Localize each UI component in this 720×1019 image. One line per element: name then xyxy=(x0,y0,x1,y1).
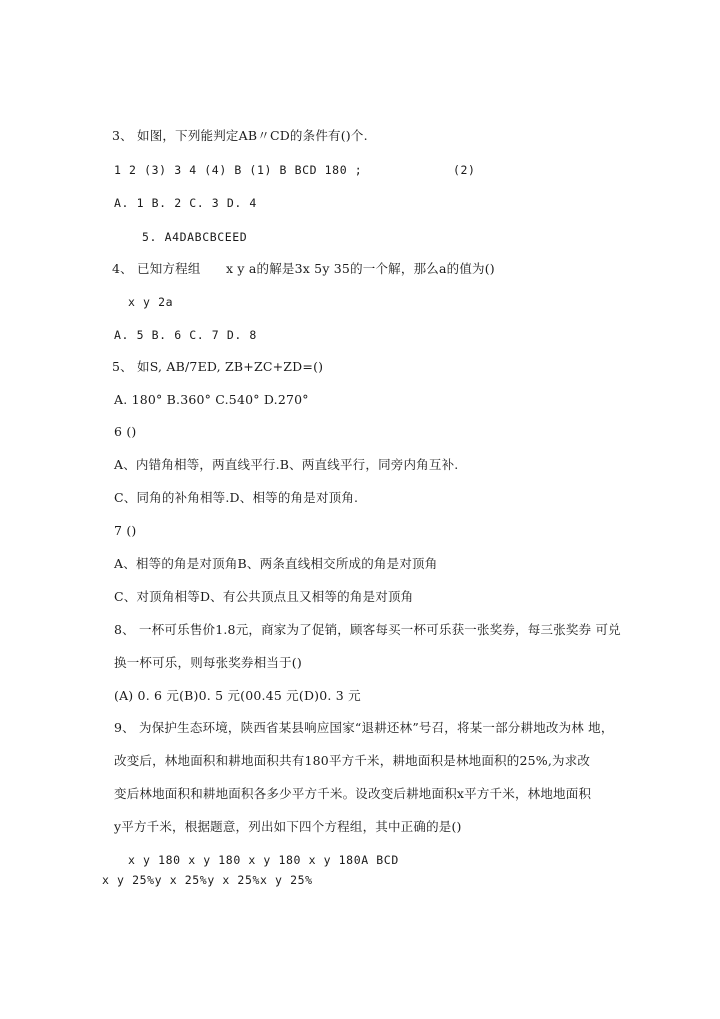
question-3-options: A. 1 B. 2 C. 3 D. 4 xyxy=(114,196,257,210)
question-6-options-cd: C、同角的补角相等.D、相等的角是对顶角. xyxy=(114,490,359,505)
question-8-stem-line-2: 换一杯可乐，则每张奖券相当于() xyxy=(114,655,302,670)
question-3-condition-2: (2) xyxy=(453,163,476,177)
question-7-options-cd: C、对顶角相等D、有公共顶点且又相等的角是对顶角 xyxy=(114,589,414,604)
question-9-stem-line-3: 变后林地面积和耕地面积各多少平方千米。设改变后耕地面积x平方千米，林地地面积 xyxy=(114,786,592,801)
question-6-stem: 6 () xyxy=(114,424,137,439)
question-6-options-ab: A、内错角相等，两直线平行.B、两直线平行，同旁内角互补. xyxy=(114,457,459,472)
question-9-equations-row-2: x y 25%y x 25%y x 25%x y 25% xyxy=(102,873,313,887)
question-3-conditions: 1 2 (3) 3 4 (4) B (1) B BCD 180 ; xyxy=(114,163,363,177)
question-9-stem-line-1: 9、 为保护生态环境，陕西省某县响应国家“退耕还林”号召，将某一部分耕地改为林 地， xyxy=(114,720,614,735)
question-4-stem-start: 4、 已知方程组 xyxy=(112,261,201,276)
question-8-options: (A) 0. 6 元(B)0. 5 元(00.45 元(D)0. 3 元 xyxy=(114,688,361,703)
question-4-options: A. 5 B. 6 C. 7 D. 8 xyxy=(114,328,257,342)
question-4-equation-2: x y 2a xyxy=(128,295,174,309)
question-8-stem-line-1: 8、 一杯可乐售价1.8元，商家为了促销，顾客每买一杯可乐获一张奖券，每三张奖券 可兑 xyxy=(114,622,621,637)
question-5-options: A. 180° B.360° C.540° D.270° xyxy=(114,392,309,407)
question-3-stem: 3、 如图，下列能判定AB〃CD的条件有()个. xyxy=(112,128,368,143)
question-4-stem-end: x y a的解是3x 5y 35的一个解，那么a的值为() xyxy=(226,261,495,276)
question-7-options-ab: A、相等的角是对顶角B、两条直线相交所成的角是对顶角 xyxy=(114,556,438,571)
question-9-stem-line-4: y平方千米，根据题意，列出如下四个方程组，其中正确的是() xyxy=(114,819,462,834)
question-9-stem-line-2: 改变后，林地面积和耕地面积共有180平方千米，耕地面积是林地面积的25%,为求改 xyxy=(114,753,591,768)
question-3-figure-labels: 5. A4DABCBCEED xyxy=(142,230,248,244)
question-5-stem: 5、 如S, AB/7ED, ZB+ZC+ZD=() xyxy=(112,359,324,374)
question-9-equations-row-1: x y 180 x y 180 x y 180 x y 180A BCD xyxy=(128,853,399,867)
question-7-stem: 7 () xyxy=(114,523,137,538)
